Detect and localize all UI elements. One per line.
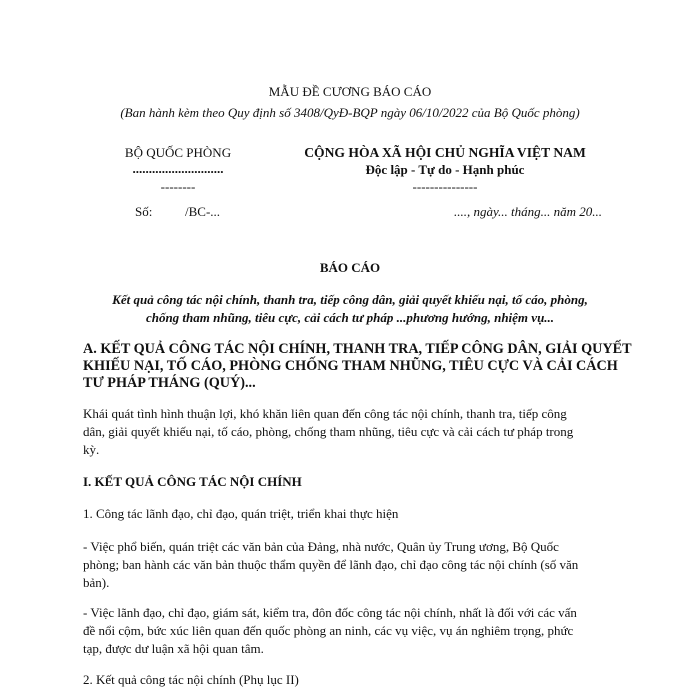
section-a-intro-line-1: Khái quát tình hình thuận lợi, khó khăn liên quan đến công tác nội chính, thanh tra, tiếp công — [83, 406, 567, 421]
section-1-item-2: 2. Kết quả công tác nội chính (Phụ lục II) — [83, 672, 299, 687]
document-number-label: Số: — [135, 204, 153, 219]
section-1-bullet-2-line-3: tạp, được dư luận xã hội quan tâm. — [83, 641, 264, 656]
section-1-heading: I. KẾT QUẢ CÔNG TÁC NỘI CHÍNH — [83, 474, 302, 489]
section-a-intro-line-3: kỳ. — [83, 442, 100, 457]
report-summary-line-1: Kết quả công tác nội chính, thanh tra, tiếp công dân, giải quyết khiếu nại, tố cáo, phòng, — [112, 292, 588, 307]
document-number-value: /BC-... — [185, 204, 221, 219]
report-heading: BÁO CÁO — [319, 260, 381, 275]
section-a-intro-line-2: dân, giải quyết khiếu nại, tố cáo, phòng, chống tham nhũng, tiêu cực và cải cách tư pháp trong — [83, 424, 574, 439]
report-summary-line-2: chống tham nhũng, tiêu cực, cải cách tư pháp ...phương hướng, nhiệm vụ... — [145, 310, 555, 325]
section-a-heading-line-1: A. KẾT QUẢ CÔNG TÁC NỘI CHÍNH, THANH TRA, TIẾP CÔNG DÂN, GIẢI QUYẾT — [83, 341, 632, 357]
header-motto: Độc lập - Tự do - Hạnh phúc — [365, 162, 525, 177]
section-1-bullet-2-line-1: - Việc lãnh đạo, chỉ đạo, giám sát, kiểm tra, đôn đốc công tác nội chính, nhất là đối với các vấn — [83, 605, 577, 620]
header-motto-dashes: --------------- — [412, 179, 478, 194]
section-1-bullet-2-line-2: đề nổi cộm, bức xúc liên quan đến quốc phòng an ninh, các vụ việc, vụ án nghiêm trọng, phức — [83, 623, 574, 638]
section-1-bullet-1-line-2: phòng; ban hành các văn bản thuộc thẩm quyền để lãnh đạo, chỉ đạo công tác nội chính (số văn — [83, 557, 579, 572]
section-a-heading-line-3: TƯ PHÁP THÁNG (QUÝ)... — [83, 375, 256, 391]
header-nation-name: CỘNG HÒA XÃ HỘI CHỦ NGHĨA VIỆT NAM — [304, 145, 586, 160]
header-org-dots: ............................ — [132, 161, 224, 176]
section-a-heading-line-2: KHIẾU NẠI, TỐ CÁO, PHÒNG CHỐNG THAM NHŨNG, TIÊU CỰC VÀ CẢI CÁCH — [83, 358, 618, 374]
header-org-name: BỘ QUỐC PHÒNG — [124, 145, 232, 160]
form-subtitle: (Ban hành kèm theo Quy định số 3408/QyĐ-BQP ngày 06/10/2022 của Bộ Quốc phòng) — [120, 105, 580, 120]
document-date-line: ...., ngày... tháng... năm 20... — [454, 204, 603, 219]
section-1-item-1: 1. Công tác lãnh đạo, chỉ đạo, quán triệt, triển khai thực hiện — [83, 506, 399, 521]
section-1-bullet-1-line-1: - Việc phổ biến, quán triệt các văn bản của Đảng, nhà nước, Quân ủy Trung ương, Bộ Quốc — [83, 539, 559, 554]
section-1-bullet-1-line-3: bản). — [83, 575, 110, 590]
header-org-dashes: -------- — [160, 179, 196, 194]
form-title: MẪU ĐỀ CƯƠNG BÁO CÁO — [268, 84, 432, 99]
